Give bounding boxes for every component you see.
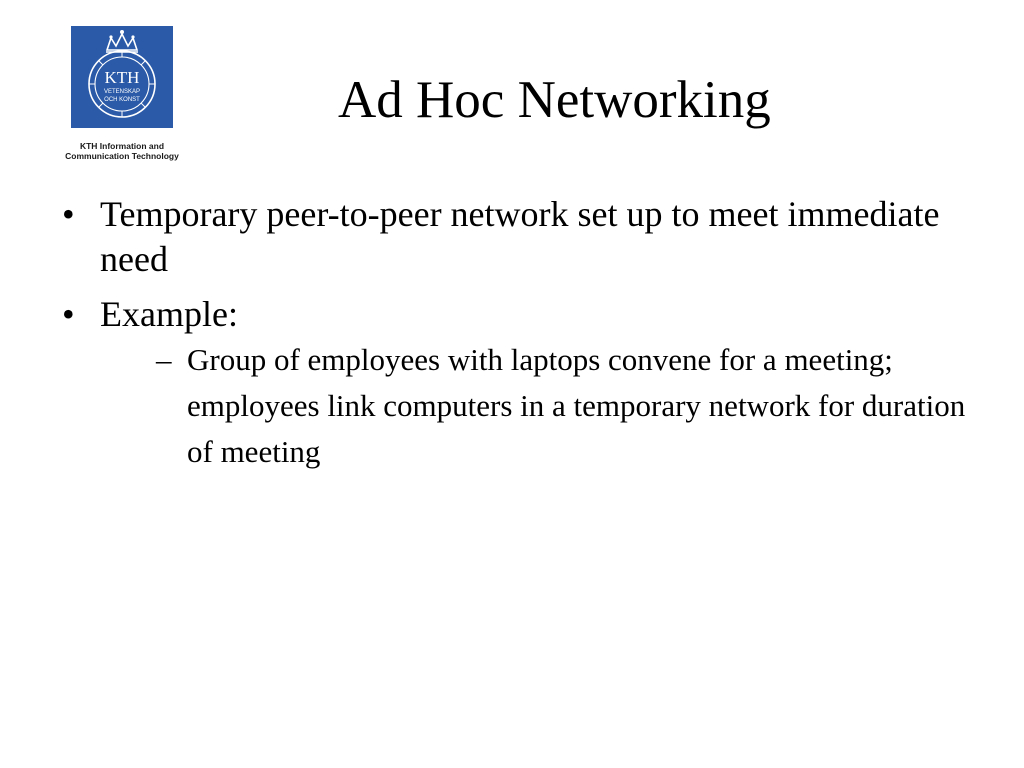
kth-logo-caption xyxy=(52,141,192,161)
slide-title: Ad Hoc Networking xyxy=(338,71,771,129)
bullet-list xyxy=(58,192,978,485)
bullet-marker: • xyxy=(62,194,75,234)
kth-crown-emblem-icon xyxy=(71,26,173,128)
kth-logo-motto-line1: VETENSKAP xyxy=(103,89,141,95)
sub-bullet-text: Group of employees with laptops convene for a meeting; employees link computers in a temporary network for duration of meeting xyxy=(187,342,966,469)
bullet-text: Temporary peer-to-peer network set up to meet immediate need xyxy=(100,194,940,279)
kth-caption-line1: KTH Information and xyxy=(79,141,165,151)
kth-caption-line2: Communication Technology xyxy=(65,151,179,161)
bullet-item xyxy=(58,292,978,475)
sub-bullet-item xyxy=(100,337,967,475)
kth-logo-motto-line2: OCH KONST xyxy=(104,97,140,103)
kth-logo-box xyxy=(71,26,173,128)
bullet-marker: • xyxy=(62,294,75,334)
sub-bullet-list xyxy=(100,337,978,475)
bullet-text: Example: xyxy=(100,294,238,334)
sub-bullet-marker: – xyxy=(156,342,172,377)
bullet-item xyxy=(58,192,978,282)
kth-logo-text: KTH xyxy=(104,68,140,87)
